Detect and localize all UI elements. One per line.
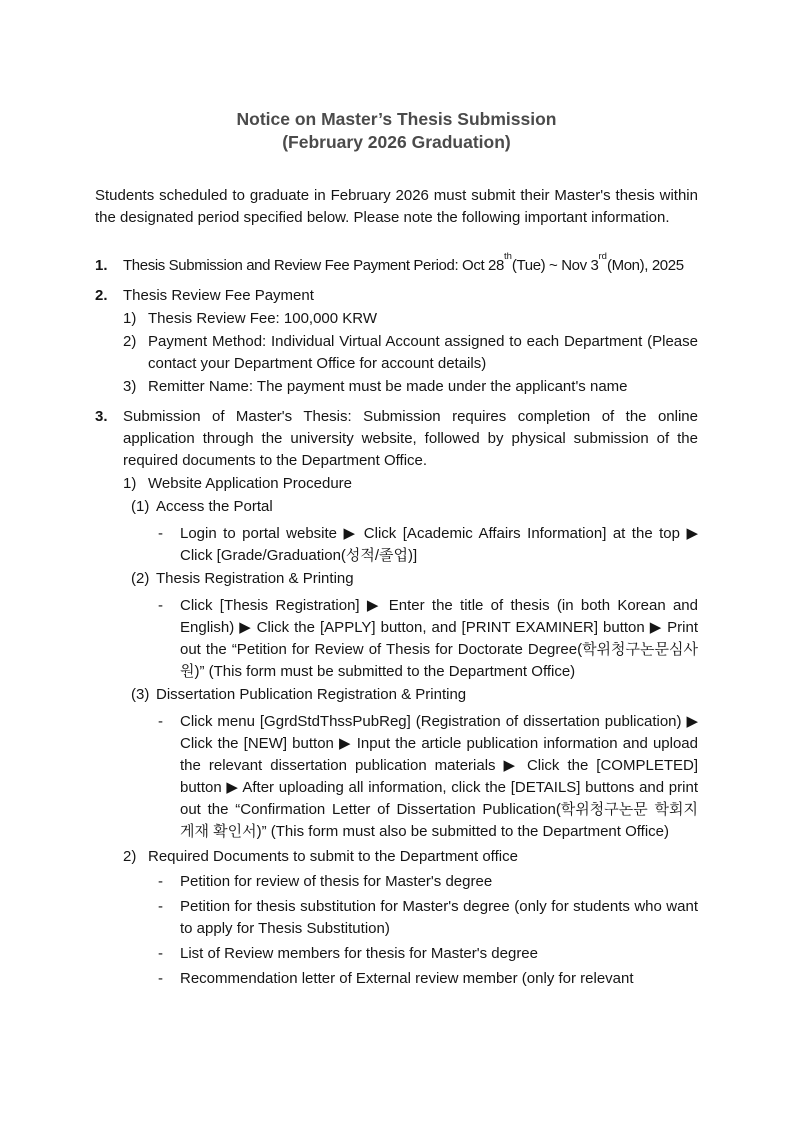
- item-2-sub-2-number: 2): [123, 333, 137, 350]
- item-3-sub-1-number: 1): [123, 475, 137, 492]
- item-3-text: Submission of Master's Thesis: Submission requires completion of the online application through the university website, followed by physical submission of the required documents to the Department Office.: [123, 408, 698, 469]
- step-1-bullet-text: Login to portal website ▶ Click [Academic Affairs Information] at the top ▶ Click [Grade/Graduation(성적/졸업)]: [180, 525, 698, 564]
- item-3-sub-1-text: Website Application Procedure: [148, 475, 353, 492]
- item-1-text-pre: Thesis Submission and Review Fee Payment Period: Oct 28: [123, 257, 504, 274]
- title-line-1: Notice on Master’s Thesis Submission: [236, 109, 557, 129]
- item-2-sub-2-text: Payment Method: Individual Virtual Account assigned to each Department (Please contact your Department Office for account details): [148, 333, 698, 372]
- item-1-text-post: (Mon), 2025: [606, 257, 684, 274]
- item-2-number: 2.: [95, 287, 108, 304]
- item-1-text: [123, 251, 698, 277]
- required-doc-bullet-1: [158, 871, 698, 893]
- step-1-access-portal: [131, 496, 698, 518]
- required-doc-4-text: Recommendation letter of External review member (only for relevant: [180, 970, 634, 987]
- title-line-2: (February 2026 Graduation): [282, 132, 511, 152]
- notice-list: [95, 251, 698, 990]
- intro-paragraph: Students scheduled to graduate in February 2026 must submit their Master's thesis within the designated period specified below. Please note the following important information.: [95, 187, 698, 226]
- ordinal-rd: rd: [598, 251, 607, 262]
- step-1-bullet: [158, 523, 698, 567]
- item-1-number: 1.: [95, 257, 108, 274]
- item-3-sub-2-text: Required Documents to submit to the Department office: [148, 848, 518, 865]
- item-2-sub-1-number: 1): [123, 310, 137, 327]
- item-1-text-mid: (Tue) ~ Nov 3: [511, 257, 599, 274]
- step-3-bullet: [158, 711, 698, 843]
- required-doc-2-text: Petition for thesis substitution for Master's degree (only for students who want to apply for Thesis Substitution): [180, 898, 698, 937]
- item-2-text: Thesis Review Fee Payment: [123, 287, 314, 304]
- required-doc-1-text: Petition for review of thesis for Master's degree: [180, 873, 493, 890]
- required-doc-bullet-4: [158, 968, 698, 990]
- list-item-3-submission: [95, 406, 698, 472]
- item-2-sub-1-text: Thesis Review Fee: 100,000 KRW: [148, 310, 377, 327]
- dash-marker: -: [158, 525, 163, 542]
- step-3-number: (3): [131, 686, 150, 703]
- step-2-title: Thesis Registration & Printing: [156, 570, 354, 587]
- step-2-number: (2): [131, 570, 150, 587]
- required-doc-bullet-3: [158, 943, 698, 965]
- item-2-sub-3-number: 3): [123, 378, 137, 395]
- page-title: [95, 108, 698, 154]
- item-3-sub-1-website-procedure: [123, 473, 698, 495]
- list-item-2-review-fee: [95, 285, 698, 307]
- list-item-2-sub-3: [123, 376, 698, 398]
- dash-marker: -: [158, 898, 163, 915]
- step-1-title: Access the Portal: [156, 498, 273, 515]
- item-3-number: 3.: [95, 408, 108, 425]
- dash-marker: -: [158, 970, 163, 987]
- list-item-1-payment-period: [95, 251, 698, 277]
- dash-marker: -: [158, 873, 163, 890]
- dash-marker: -: [158, 945, 163, 962]
- item-3-sub-2-required-documents: [123, 846, 698, 868]
- step-2-thesis-registration: [131, 568, 698, 590]
- required-doc-3-text: List of Review members for thesis for Master's degree: [180, 945, 538, 962]
- item-3-sub-2-number: 2): [123, 848, 137, 865]
- dash-marker: -: [158, 597, 163, 614]
- step-1-number: (1): [131, 498, 150, 515]
- step-2-bullet-text: Click [Thesis Registration] ▶ Enter the title of thesis (in both Korean and English) ▶ Click the [APPLY] button, and [PRINT EXAMINER] button ▶ Print out the “Petition for Review of Thesis for Doctorate Degree(학위청구논문심사원)” (This form must be submitted to the Department Office): [180, 597, 698, 680]
- list-item-2-sub-1: [123, 308, 698, 330]
- required-doc-bullet-2: [158, 896, 698, 940]
- item-2-sub-3-text: Remitter Name: The payment must be made under the applicant's name: [148, 378, 628, 395]
- step-3-bullet-text: Click menu [GgrdStdThssPubReg] (Registration of dissertation publication) ▶ Click the [NEW] button ▶ Input the article publication information and upload the relevant dissertation publication materials ▶ Click the [COMPLETED] button ▶ After uploading all information, click the [DETAILS] buttons and print out the “Confirmation Letter of Dissertation Publication(학위청구논문 학회지 게재 확인서)” (This form must also be submitted to the Department Office): [180, 713, 698, 840]
- step-2-bullet: [158, 595, 698, 683]
- ordinal-th: th: [503, 251, 512, 262]
- list-item-2-sub-2: [123, 331, 698, 375]
- step-3-dissertation-publication: [131, 684, 698, 706]
- dash-marker: -: [158, 713, 163, 730]
- step-3-title: Dissertation Publication Registration & Printing: [156, 686, 467, 703]
